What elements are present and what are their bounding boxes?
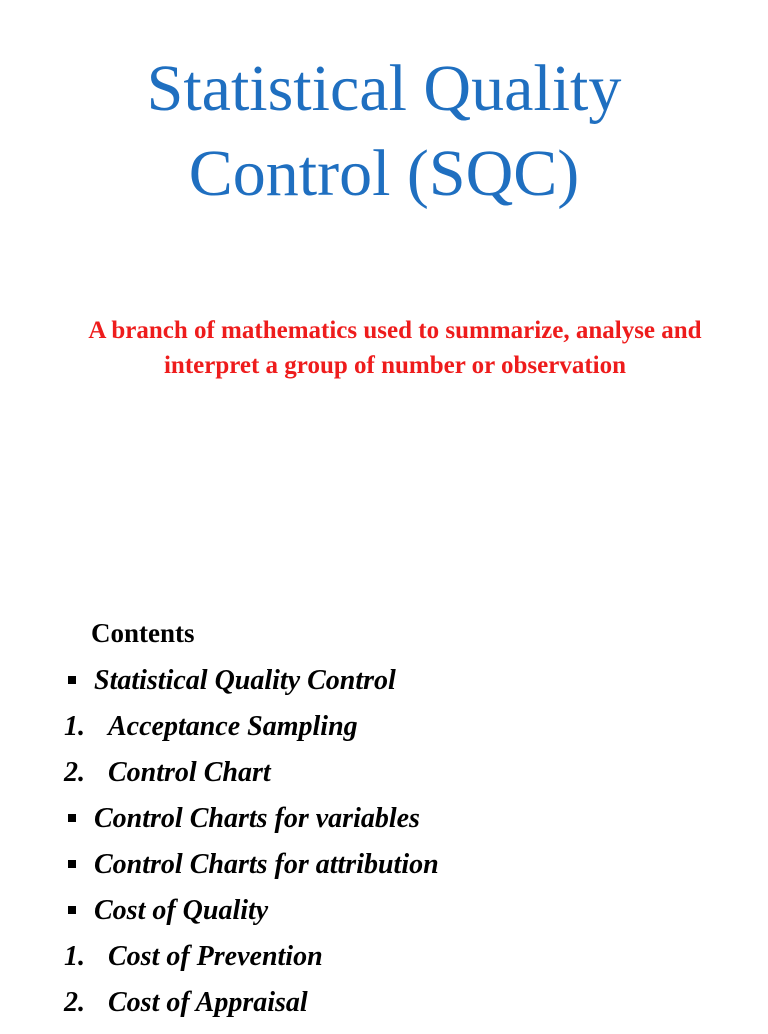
list-item-text: Statistical Quality Control (94, 665, 396, 696)
list-item-text: Control Charts for attribution (94, 849, 439, 880)
list-item-number: 2. (64, 757, 85, 788)
list-item-text: Cost of Appraisal (108, 987, 308, 1018)
contents-heading: Contents (91, 618, 195, 648)
list-item-text: Cost of Prevention (108, 941, 323, 972)
page-title-line-1: Statistical Quality (146, 52, 622, 125)
list-item-text: Acceptance Sampling (108, 711, 358, 742)
list-item-number: 1. (64, 711, 85, 742)
list-item-text: Cost of Quality (94, 895, 269, 926)
definition-line-1: A branch of mathematics used to summarize, analyse and (88, 317, 702, 344)
list-item-text: Control Charts for variables (94, 803, 420, 834)
list-item-text: Control Chart (108, 757, 271, 788)
definition-line-2: interpret a group of number or observation (163, 352, 627, 379)
list-item-number: 2. (64, 987, 85, 1018)
list-item-number: 1. (64, 941, 85, 972)
page-title-line-2: Control (SQC) (188, 137, 580, 210)
